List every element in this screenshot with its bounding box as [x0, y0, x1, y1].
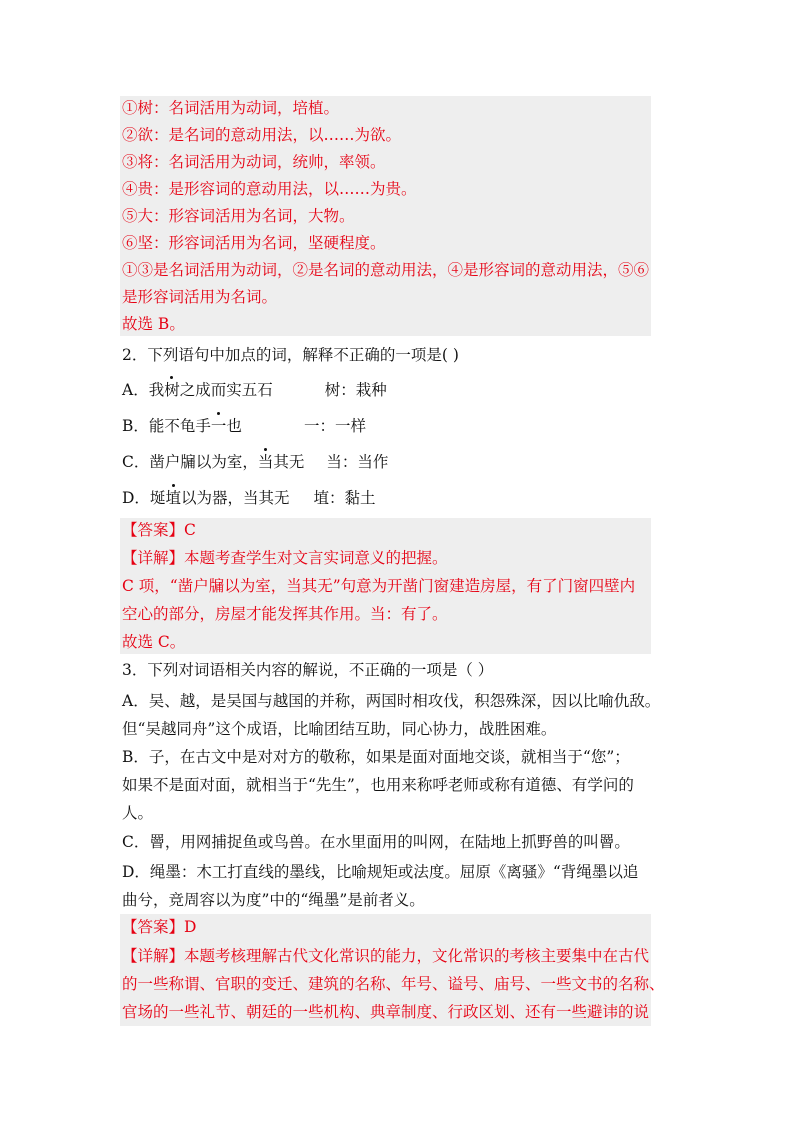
answer-label: 【答案】D [122, 918, 197, 936]
detail-line: 的一些称谓、官职的变迁、建筑的名称、年号、谥号、庙号、一些文书的名称、 [122, 975, 665, 993]
detail-line: 官场的一些礼节、朝廷的一些机构、典章制度、行政区划、还有一些避讳的说 [122, 1003, 650, 1021]
option-explanation: 埴：黏土 [313, 489, 376, 507]
explanation-line: ④贵：是形容词的意动用法，以……为贵。 [122, 180, 417, 198]
detail-line: 空心的部分，房屋才能发挥其作用。当：有了。 [122, 605, 448, 623]
explanation-line: ③将：名词活用为动词，统帅，率领。 [122, 153, 386, 171]
question-3-line: 曲兮，竞周容以为度”中的“绳墨”是前者义。 [122, 891, 425, 909]
option-explanation: 一：一样 [303, 417, 366, 435]
explanation-line: ②欲：是名词的意动用法，以……为欲。 [122, 126, 402, 144]
question-3-line: 但“吴越同舟”这个成语，比喻团结互助，同心协力，战胜困难。 [122, 720, 557, 738]
detail-line: 【详解】本题考查学生对文言实词意义的把握。 [122, 549, 448, 567]
option-explanation: 当：当作 [326, 453, 389, 471]
question-2-option-a [122, 380, 387, 400]
dotted-word: 一 [210, 417, 227, 435]
question-3-line: B．子，在古文中是对对方的敬称，如果是面对面地交谈，就相当于“您”； [122, 748, 630, 766]
question-3-line: 如果不是面对面，就相当于“先生”，也用来称呼老师或称有道德、有学问的 [122, 776, 634, 794]
option-text: C．凿户牖以为室， [122, 453, 258, 471]
option-text: 其无 [273, 453, 305, 471]
explanation-line: ①树：名词活用为动词，培植。 [122, 99, 340, 117]
option-explanation: 树：栽种 [324, 381, 387, 399]
option-text: B．能不龟手 [122, 417, 211, 435]
question-2-stem: 2．下列语句中加点的词，解释不正确的一项是( ) [122, 346, 459, 364]
option-text: D．埏 [122, 489, 166, 507]
option-text: A．我 [122, 381, 165, 399]
question-2-option-c [122, 452, 388, 472]
explanation-line: ①③是名词活用为动词，②是名词的意动用法，④是形容词的意动用法，⑤⑥ [122, 261, 650, 279]
question-2-option-d [122, 488, 375, 508]
option-text: 以为器，当其无 [180, 489, 290, 507]
question-3-line: A．吴、越，是吴国与越国的并称，两国时相攻伐，积怨殊深，因以比喻仇敌。 [122, 692, 661, 710]
question-3-line: D．绳墨：木工打直线的墨线，比喻规矩或法度。屈原《离骚》“背绳墨以追 [122, 863, 639, 881]
explanation-line: 是形容词活用为名词。 [122, 288, 278, 306]
question-3-line: 人。 [122, 804, 154, 822]
dotted-word: 树 [164, 381, 180, 399]
answer-label: 【答案】C [122, 521, 196, 539]
option-text: 之成而实五石 [179, 381, 273, 399]
explanation-line: ⑥坚：形容词活用为名词，坚硬程度。 [122, 234, 386, 252]
detail-line: C 项，“凿户牖以为室，当其无”句意为开凿门窗建造房屋，有了门窗四壁内 [122, 577, 636, 595]
dotted-word: 埴 [165, 489, 181, 507]
question-2-option-b [122, 416, 366, 436]
option-text: 也 [226, 417, 242, 435]
detail-line: 故选 C。 [122, 633, 186, 651]
question-3-stem: 3．下列对词语相关内容的解说，不正确的一项是（ ） [122, 661, 494, 679]
detail-line: 【详解】本题考核理解古代文化常识的能力，文化常识的考核主要集中在古代 [122, 947, 650, 965]
explanation-line: ⑤大：形容词活用为名词，大物。 [122, 207, 355, 225]
dotted-word: 当 [257, 453, 274, 471]
question-3-line: C．罾，用网捕捉鱼或鸟兽。在水里面用的叫网，在陆地上抓野兽的叫罾。 [122, 833, 630, 851]
explanation-line: 故选 B。 [122, 315, 185, 333]
